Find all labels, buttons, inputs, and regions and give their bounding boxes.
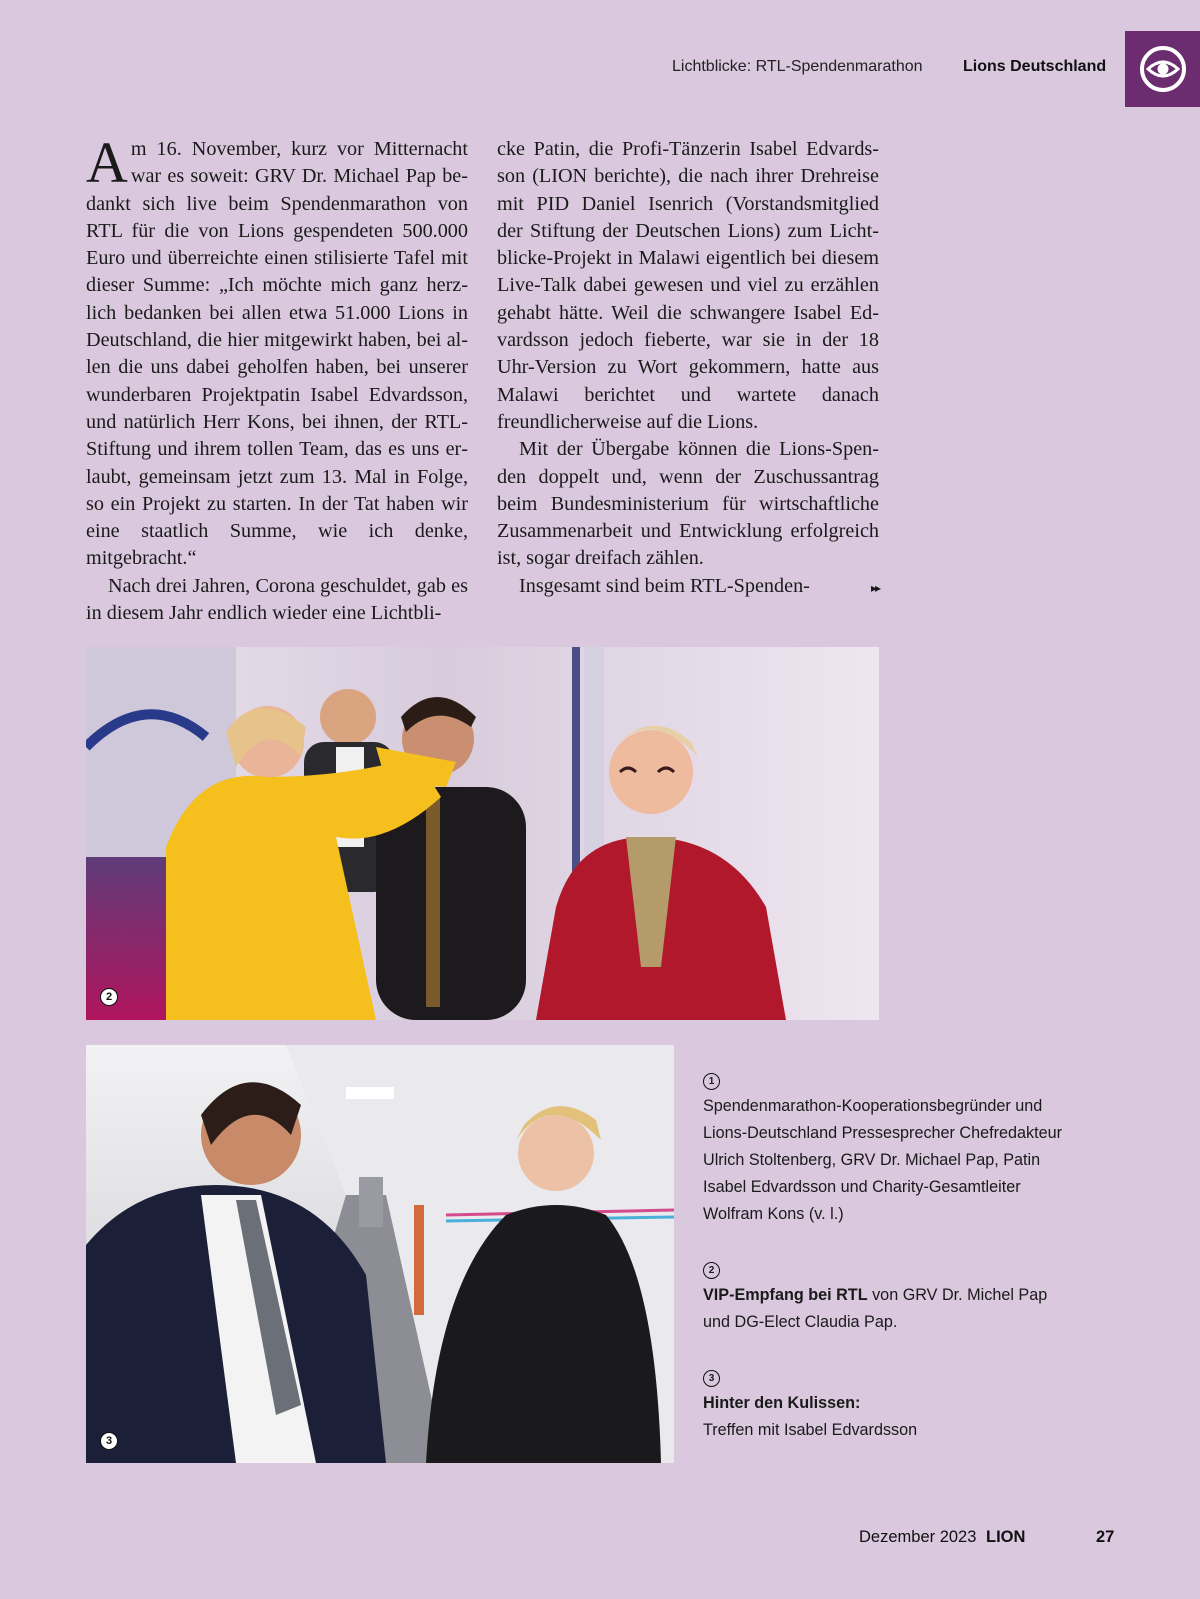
photo-number-badge: 2 (100, 988, 118, 1006)
caption-heading: VIP-Empfang bei RTL (703, 1286, 868, 1304)
caption-2 (703, 1255, 1068, 1336)
caption-text: Spendenmarathon-Kooperationsbegründer und Lions-Deutschland Pressesprecher Chefredakteur Ulrich Stoltenberg, GRV Dr. Michael Pap, Patin Isabel Edvardsson und Charity-Gesamtleiter Wolfram Kons (v. l.) (703, 1097, 1063, 1223)
page-number: 27 (1096, 1528, 1115, 1546)
article-paragraph: Mit der Übergabe können die Lions-Spenden doppelt und, wenn der Zuschussantrag beim Bundesministerium für wirtschaftliche Zusammenarbeit und Entwicklung erfolgreich ist, sogar dreifach zählen. (497, 438, 879, 570)
caption-number-badge: 1 (703, 1073, 720, 1090)
caption-number-badge: 2 (703, 1262, 720, 1279)
dropcap: A (86, 130, 128, 195)
photo-behind-scenes (86, 1045, 674, 1463)
article-paragraph: Insgesamt sind beim RTL-Spenden- (519, 574, 810, 597)
photo-captions (703, 1066, 1068, 1471)
caption-number-badge: 3 (703, 1370, 720, 1387)
footer-issue-date: Dezember 2023 (859, 1528, 977, 1546)
caption-text: von GRV Dr. Michel Pap und DG-Elect Claudia Pap. (703, 1286, 1048, 1331)
eye-icon (1139, 45, 1187, 93)
caption-heading: Hinter den Kulissen: (703, 1394, 861, 1412)
article-paragraph: Nach drei Jahren, Corona geschuldet, gab es in diesem Jahr endlich wieder eine Lichtbli- (86, 574, 468, 625)
footer-magazine-name: LION (986, 1528, 1026, 1546)
running-header-brand: Lions Deutschland (963, 58, 1107, 75)
article-column-1 (86, 130, 468, 627)
caption-1 (703, 1066, 1068, 1228)
article-column-2 (497, 136, 879, 602)
caption-text: Treffen mit Isabel Edvardsson (703, 1421, 918, 1439)
running-header-section: Lichtblicke: RTL-Spendenmarathon (672, 58, 923, 75)
photo-vip-reception (86, 647, 879, 1020)
article-paragraph: cke Patin, die Profi-Tänzerin Isabel Edvardsson (LION berichte), die nach ihrer Drehreise mit PID Daniel Isenrich (Vorstandsmitglied der Stiftung der Deutschen Lions) zum Lichtblicke-Projekt in Malawi eigentlich bei diesem Live-Talk dabei gewesen und viel zu erzählen gehabt hätte. Weil die schwangere Isabel Edvardsson jedoch fieberte, war sie in der 18 Uhr-Version zu Wort gekommern, hatte aus Malawi berichtet und wartete danach freundlicherweise auf die Lions. (497, 138, 879, 433)
photo-number-badge: 3 (100, 1432, 118, 1450)
section-tab (1125, 31, 1200, 107)
caption-3 (703, 1363, 1068, 1444)
article-paragraph: m 16. November, kurz vor Mitternacht war es soweit: GRV Dr. Michael Pap bedankt sich live beim Spendenmarathon von RTL für die von Lions gespendeten 500.000 Euro und überreichte einen stilisierte Tafel mit dieser Summe: „Ich möchte mich ganz herzlich bedanken bei allen etwa 51.000 Lions in Deutschland, die hier mitgewirkt haben, bei allen die uns dabei geholfen haben, bei unserer wunderbaren Projektpatin Isabel Edvardsson, und natürlich Herr Kons, bei ihnen, der RTL-Stiftung und ihrem tollen Team, das es uns erlaubt, gemeinsam jetzt zum 13. Mal in Folge, so ein Projekt zu starten. In der Tat haben wir eine staatlich Summe, wie ich denke, mitgebracht.“ (86, 138, 468, 570)
continue-arrow-icon: ▸▸ (870, 580, 879, 595)
